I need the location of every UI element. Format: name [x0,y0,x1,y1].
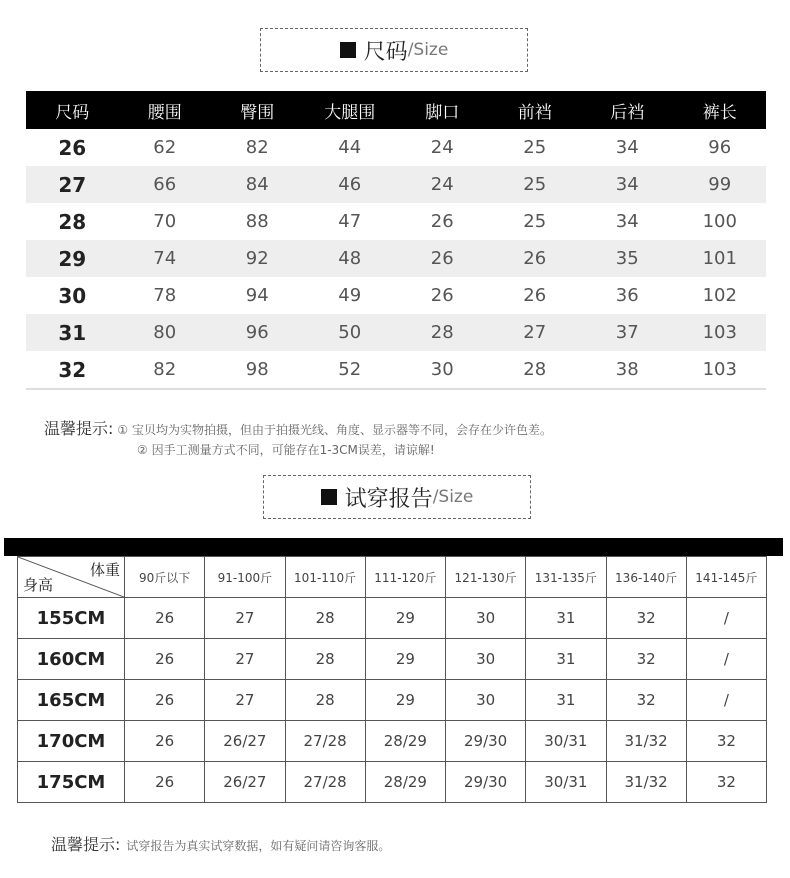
recommended-size-cell: 28 [285,598,365,639]
size-value-cell: 103 [674,351,767,389]
size-table-row [26,240,766,277]
recommended-size-cell: / [686,598,766,639]
recommended-size-cell: 28 [285,639,365,680]
recommended-size-cell: 26 [125,721,205,762]
size-value-cell: 44 [338,137,362,158]
recommended-size-cell: 27 [205,680,285,721]
fit-table-top-band [4,538,783,556]
weight-header-cell: 136-140斤 [606,557,686,598]
recommended-size-cell: 32 [606,639,686,680]
size-value-cell: 82 [245,137,269,158]
size-header-cell: 裤长 [674,91,767,129]
tip-line-1: ① 宝贝均为实物拍摄，但由于拍摄光线、角度、显示器等不同，会存在少许色差。 [117,423,552,437]
recommended-size-cell: 29 [365,639,445,680]
recommended-size-cell: 32 [686,762,766,803]
size-header-cell: 前裆 [489,91,582,129]
size-label-cell: 29 [26,240,119,277]
fit-table-row [18,639,767,680]
weight-header-cell: 121-130斤 [446,557,526,598]
fit-table-row [18,680,767,721]
size-header-cell: 后裆 [581,91,674,129]
size-value-cell: 38 [581,351,674,389]
fit-table-row [18,721,767,762]
size-value-cell: 70 [153,211,177,232]
size-value-cell: 28 [396,314,489,351]
height-cell: 175CM [18,762,125,803]
size-value-cell: 26 [489,240,582,277]
fit-table [17,556,767,803]
size-value-cell: 34 [581,166,674,203]
size-value-cell: 24 [396,166,489,203]
fit-tips [51,832,390,855]
size-value-cell: 74 [119,240,212,277]
recommended-size-cell: 29/30 [446,721,526,762]
size-label-cell: 30 [58,283,87,308]
size-value-cell: 98 [211,351,304,389]
recommended-size-cell: 28/29 [365,721,445,762]
size-value-cell: 24 [430,137,454,158]
size-value-cell: 26 [396,240,489,277]
weight-header-cell: 90斤以下 [125,557,205,598]
size-value-cell: 52 [304,351,397,389]
recommended-size-cell: 26/27 [205,721,285,762]
square-bullet-icon [340,42,356,58]
size-value-cell: 26 [430,285,454,306]
weight-header-cell: 111-120斤 [365,557,445,598]
size-value-cell: 102 [702,285,737,306]
recommended-size-cell: 27 [205,598,285,639]
size-label-cell: 28 [58,209,87,234]
height-cell: 165CM [18,680,125,721]
recommended-size-cell: 27/28 [285,721,365,762]
height-label: 身高 [23,576,54,594]
size-header-cell: 脚口 [396,91,489,129]
size-table-row [26,203,766,240]
recommended-size-cell: 28/29 [365,762,445,803]
recommended-size-cell: 32 [686,721,766,762]
recommended-size-cell: 32 [606,680,686,721]
size-value-cell: 66 [119,166,212,203]
size-value-cell: 27 [489,314,582,351]
recommended-size-cell: 30/31 [526,762,606,803]
corner-cell [18,557,125,598]
fit-section-title [263,475,531,519]
size-value-cell: 62 [153,137,177,158]
recommended-size-cell: 26 [125,598,205,639]
recommended-size-cell: 32 [606,598,686,639]
size-value-cell: 88 [245,211,269,232]
size-value-cell: 25 [523,137,547,158]
size-value-cell: 25 [489,166,582,203]
recommended-size-cell: 27 [205,639,285,680]
weight-header-cell: 101-110斤 [285,557,365,598]
recommended-size-cell: 31 [526,598,606,639]
recommended-size-cell: 27/28 [285,762,365,803]
size-table-row [26,129,766,166]
fit-table-row [18,598,767,639]
size-value-cell: 84 [211,166,304,203]
size-value-cell: 26 [430,211,454,232]
recommended-size-cell: 31 [526,680,606,721]
size-value-cell: 99 [674,166,767,203]
recommended-size-cell: 30 [446,680,526,721]
size-value-cell: 49 [338,285,362,306]
size-value-cell: 35 [581,240,674,277]
recommended-size-cell: 29 [365,598,445,639]
size-label-cell: 31 [26,314,119,351]
recommended-size-cell: 29 [365,680,445,721]
size-header-cell: 尺码 [26,91,119,129]
recommended-size-cell: 31/32 [606,721,686,762]
size-value-cell: 92 [211,240,304,277]
size-header-cell: 臀围 [211,91,304,129]
size-value-cell: 36 [615,285,639,306]
tip-line-2: ② 因手工测量方式不同，可能存在1-3CM误差，请谅解! [137,443,435,457]
size-value-cell: 28 [489,351,582,389]
height-cell: 170CM [18,721,125,762]
size-value-cell: 34 [615,137,639,158]
size-value-cell: 34 [615,211,639,232]
size-table-row [26,314,766,351]
weight-header-cell: 141-145斤 [686,557,766,598]
recommended-size-cell: 26 [125,680,205,721]
size-value-cell: 96 [708,137,732,158]
size-value-cell: 78 [153,285,177,306]
recommended-size-cell: 30 [446,639,526,680]
size-header-cell: 腰围 [119,91,212,129]
height-cell: 160CM [18,639,125,680]
size-value-cell: 37 [581,314,674,351]
size-title-text: 尺码 [363,39,408,65]
size-label-cell: 32 [26,351,119,389]
recommended-size-cell: 30/31 [526,721,606,762]
size-value-cell: 48 [304,240,397,277]
tips-label: 温馨提示: [51,835,121,854]
size-section-title [260,28,528,72]
fit-tip-text: 试穿报告为真实试穿数据，如有疑问请咨询客服。 [126,839,391,853]
fit-table-row [18,762,767,803]
size-value-cell: 26 [523,285,547,306]
size-table [26,91,766,390]
size-value-cell: 100 [702,211,737,232]
square-bullet-icon [321,489,337,505]
size-value-cell: 94 [245,285,269,306]
size-value-cell: 30 [396,351,489,389]
size-value-cell: 47 [338,211,362,232]
size-value-cell: 101 [674,240,767,277]
recommended-size-cell: 31 [526,639,606,680]
height-cell: 155CM [18,598,125,639]
weight-label: 体重 [89,561,120,579]
weight-header-cell: 91-100斤 [205,557,285,598]
size-value-cell: 80 [119,314,212,351]
recommended-size-cell: / [686,639,766,680]
weight-header-cell: 131-135斤 [526,557,606,598]
size-value-cell: 25 [523,211,547,232]
tips-label: 温馨提示: [44,419,114,438]
size-table-row [26,166,766,203]
recommended-size-cell: 28 [285,680,365,721]
recommended-size-cell: 26/27 [205,762,285,803]
recommended-size-cell: / [686,680,766,721]
size-tips [44,416,552,458]
fit-subtitle-text: /Size [432,487,474,507]
size-label-cell: 26 [58,135,87,160]
size-subtitle-text: /Size [407,40,449,60]
size-value-cell: 46 [304,166,397,203]
recommended-size-cell: 31/32 [606,762,686,803]
fit-title-text: 试穿报告 [344,486,433,512]
size-value-cell: 103 [674,314,767,351]
size-value-cell: 50 [304,314,397,351]
recommended-size-cell: 26 [125,762,205,803]
size-table-row [26,277,766,314]
size-table-header [26,91,766,129]
size-value-cell: 96 [211,314,304,351]
recommended-size-cell: 26 [125,639,205,680]
recommended-size-cell: 30 [446,598,526,639]
size-table-row [26,351,766,389]
size-value-cell: 82 [119,351,212,389]
size-header-cell: 大腿围 [304,91,397,129]
recommended-size-cell: 29/30 [446,762,526,803]
fit-table-header [18,557,767,598]
size-label-cell: 27 [26,166,119,203]
